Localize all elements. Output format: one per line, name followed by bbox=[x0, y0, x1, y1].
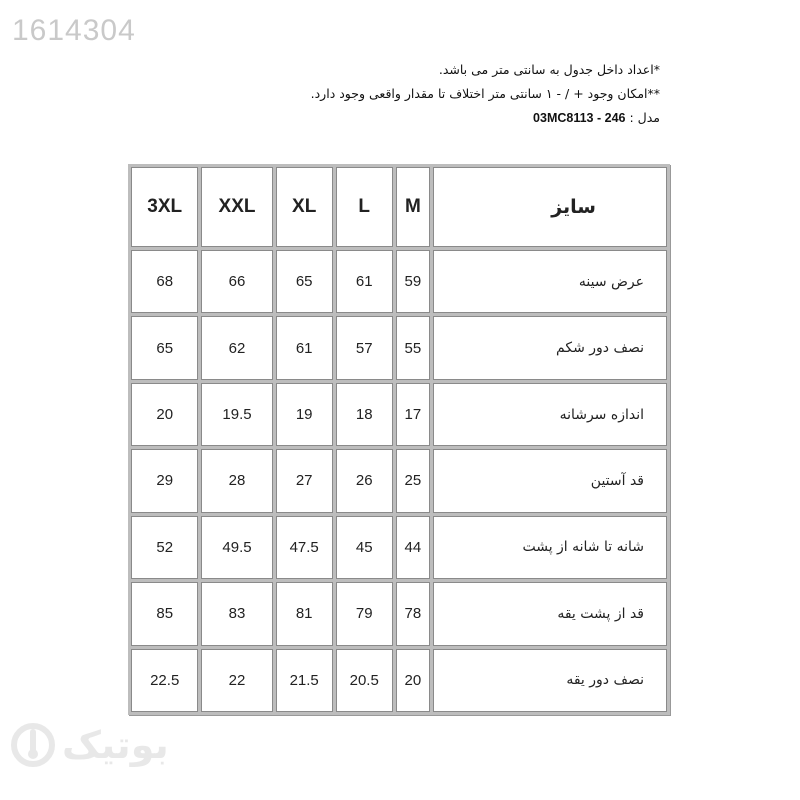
note-units: *اعداد داخل جدول به سانتی متر می باشد. bbox=[438, 62, 660, 77]
measurement-label: اندازه سرشانه bbox=[433, 383, 667, 446]
measurement-cell: 61 bbox=[276, 316, 333, 379]
measurement-cell: 25 bbox=[396, 449, 430, 512]
measurement-cell: 29 bbox=[131, 449, 198, 512]
measurement-label: قد از پشت یقه bbox=[433, 582, 667, 645]
measurement-label: نصف دور یقه bbox=[433, 649, 667, 712]
measurement-cell: 59 bbox=[396, 250, 430, 313]
measurement-cell: 20 bbox=[396, 649, 430, 712]
measurement-cell: 79 bbox=[336, 582, 393, 645]
table-row bbox=[131, 582, 667, 645]
measurement-cell: 85 bbox=[131, 582, 198, 645]
measurement-cell: 78 bbox=[396, 582, 430, 645]
measurement-cell: 27 bbox=[276, 449, 333, 512]
measurement-cell: 22 bbox=[201, 649, 272, 712]
size-header-cell: XXL bbox=[201, 167, 272, 247]
size-header-cell: L bbox=[336, 167, 393, 247]
measurement-cell: 17 bbox=[396, 383, 430, 446]
measurement-cell: 47.5 bbox=[276, 516, 333, 579]
bootic-logo-icon bbox=[10, 722, 56, 768]
measurement-cell: 45 bbox=[336, 516, 393, 579]
measurement-cell: 62 bbox=[201, 316, 272, 379]
measurement-cell: 65 bbox=[276, 250, 333, 313]
table-row bbox=[131, 383, 667, 446]
table-row bbox=[131, 516, 667, 579]
measurement-label: قد آستین bbox=[433, 449, 667, 512]
measurement-cell: 83 bbox=[201, 582, 272, 645]
size-header-cell: M bbox=[396, 167, 430, 247]
measurement-cell: 57 bbox=[336, 316, 393, 379]
measurement-cell: 68 bbox=[131, 250, 198, 313]
watermark-text: بوتیک bbox=[62, 723, 169, 767]
model-label: مدل : bbox=[629, 110, 660, 125]
measurement-label: عرض سینه bbox=[433, 250, 667, 313]
measurement-cell: 26 bbox=[336, 449, 393, 512]
measurement-cell: 21.5 bbox=[276, 649, 333, 712]
measurement-label: نصف دور شکم bbox=[433, 316, 667, 379]
measurement-cell: 22.5 bbox=[131, 649, 198, 712]
measurement-cell: 66 bbox=[201, 250, 272, 313]
size-header-label: سایز bbox=[433, 167, 667, 247]
size-notes bbox=[311, 58, 660, 130]
measurement-cell: 49.5 bbox=[201, 516, 272, 579]
measurement-label: شانه تا شانه از پشت bbox=[433, 516, 667, 579]
table-row bbox=[131, 649, 667, 712]
size-table bbox=[128, 164, 670, 715]
table-row bbox=[131, 316, 667, 379]
measurement-cell: 55 bbox=[396, 316, 430, 379]
measurement-cell: 52 bbox=[131, 516, 198, 579]
table-row bbox=[131, 449, 667, 512]
measurement-cell: 61 bbox=[336, 250, 393, 313]
measurement-cell: 18 bbox=[336, 383, 393, 446]
watermark bbox=[10, 722, 169, 768]
table-header-row bbox=[131, 167, 667, 247]
model-code: 03MC8113 - 246 bbox=[533, 111, 626, 125]
measurement-cell: 20.5 bbox=[336, 649, 393, 712]
table-row bbox=[131, 250, 667, 313]
size-header-cell: XL bbox=[276, 167, 333, 247]
note-tolerance: **امکان وجود + / - ۱ سانتی متر اختلاف تا مقدار واقعی وجود دارد. bbox=[310, 86, 660, 101]
measurement-cell: 65 bbox=[131, 316, 198, 379]
measurement-cell: 44 bbox=[396, 516, 430, 579]
measurement-cell: 19 bbox=[276, 383, 333, 446]
size-header-cell: 3XL bbox=[131, 167, 198, 247]
measurement-cell: 19.5 bbox=[201, 383, 272, 446]
model-line bbox=[311, 106, 660, 130]
product-id: 1614304 bbox=[12, 14, 136, 47]
measurement-cell: 28 bbox=[201, 449, 272, 512]
measurement-cell: 81 bbox=[276, 582, 333, 645]
measurement-cell: 20 bbox=[131, 383, 198, 446]
